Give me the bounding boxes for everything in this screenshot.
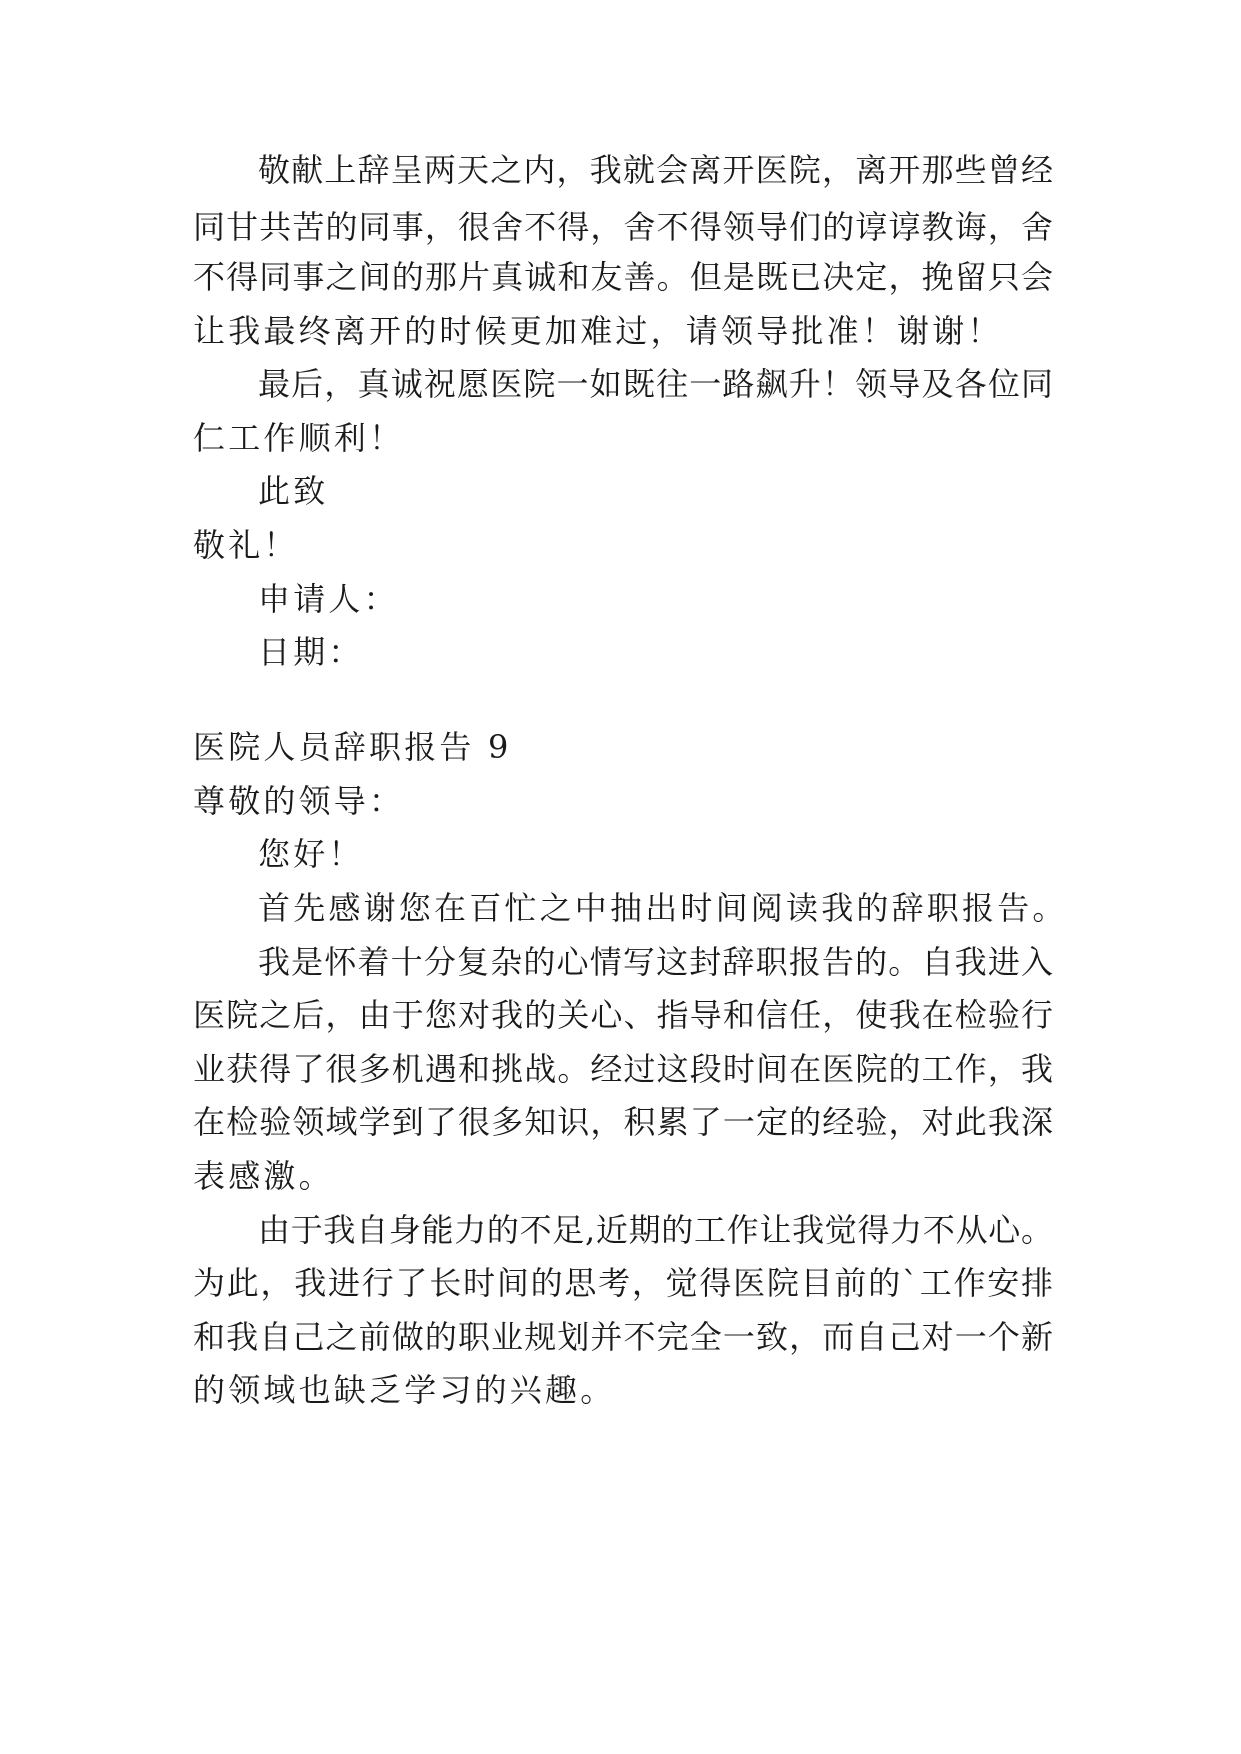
section-title: 医院人员辞职报告 9 bbox=[193, 728, 512, 766]
text-line: 让我最终离开的时候更加难过，请领导批准！谢谢！ bbox=[193, 312, 1003, 350]
greeting: 您好！ bbox=[258, 835, 364, 873]
text-line: 首先感谢您在百忙之中抽出时间阅读我的辞职报告。 bbox=[258, 889, 1068, 927]
text-line: 不得同事之间的那片真诚和友善。但是既已决定，挽留只会 bbox=[193, 258, 1053, 296]
text-line: 为此，我进行了长时间的思考，觉得医院目前的`工作安排 bbox=[193, 1264, 1053, 1302]
applicant-label: 申请人： bbox=[258, 580, 399, 618]
salutation: 尊敬的领导： bbox=[193, 782, 405, 820]
text-line: 业获得了很多机遇和挑战。经过这段时间在医院的工作，我 bbox=[193, 1050, 1053, 1088]
text-line: 由于我自身能力的不足,近期的工作让我觉得力不从心。 bbox=[258, 1211, 1053, 1249]
text-line: 医院之后，由于您对我的关心、指导和信任，使我在检验行 bbox=[193, 996, 1053, 1034]
text-line: 表感激。 bbox=[193, 1157, 334, 1195]
date-label: 日期： bbox=[258, 633, 364, 671]
salute-text: 敬礼！ bbox=[193, 526, 299, 564]
text-line: 在检验领域学到了很多知识，积累了一定的经验，对此我深 bbox=[193, 1103, 1053, 1141]
text-line: 敬献上辞呈两天之内，我就会离开医院，离开那些曾经 bbox=[258, 151, 1053, 189]
text-line: 我是怀着十分复杂的心情写这封辞职报告的。自我进入 bbox=[258, 943, 1053, 981]
text-line: 仁工作顺利！ bbox=[193, 419, 405, 457]
text-line: 同甘共苦的同事，很舍不得，舍不得领导们的谆谆教诲，舍 bbox=[193, 208, 1053, 246]
closing-text: 此致 bbox=[258, 472, 329, 510]
text-line: 的领域也缺乏学习的兴趣。 bbox=[193, 1371, 616, 1409]
text-line: 和我自己之前做的职业规划并不完全一致，而自己对一个新 bbox=[193, 1318, 1053, 1356]
text-line: 最后，真诚祝愿医院一如既往一路飙升！领导及各位同 bbox=[258, 365, 1053, 403]
